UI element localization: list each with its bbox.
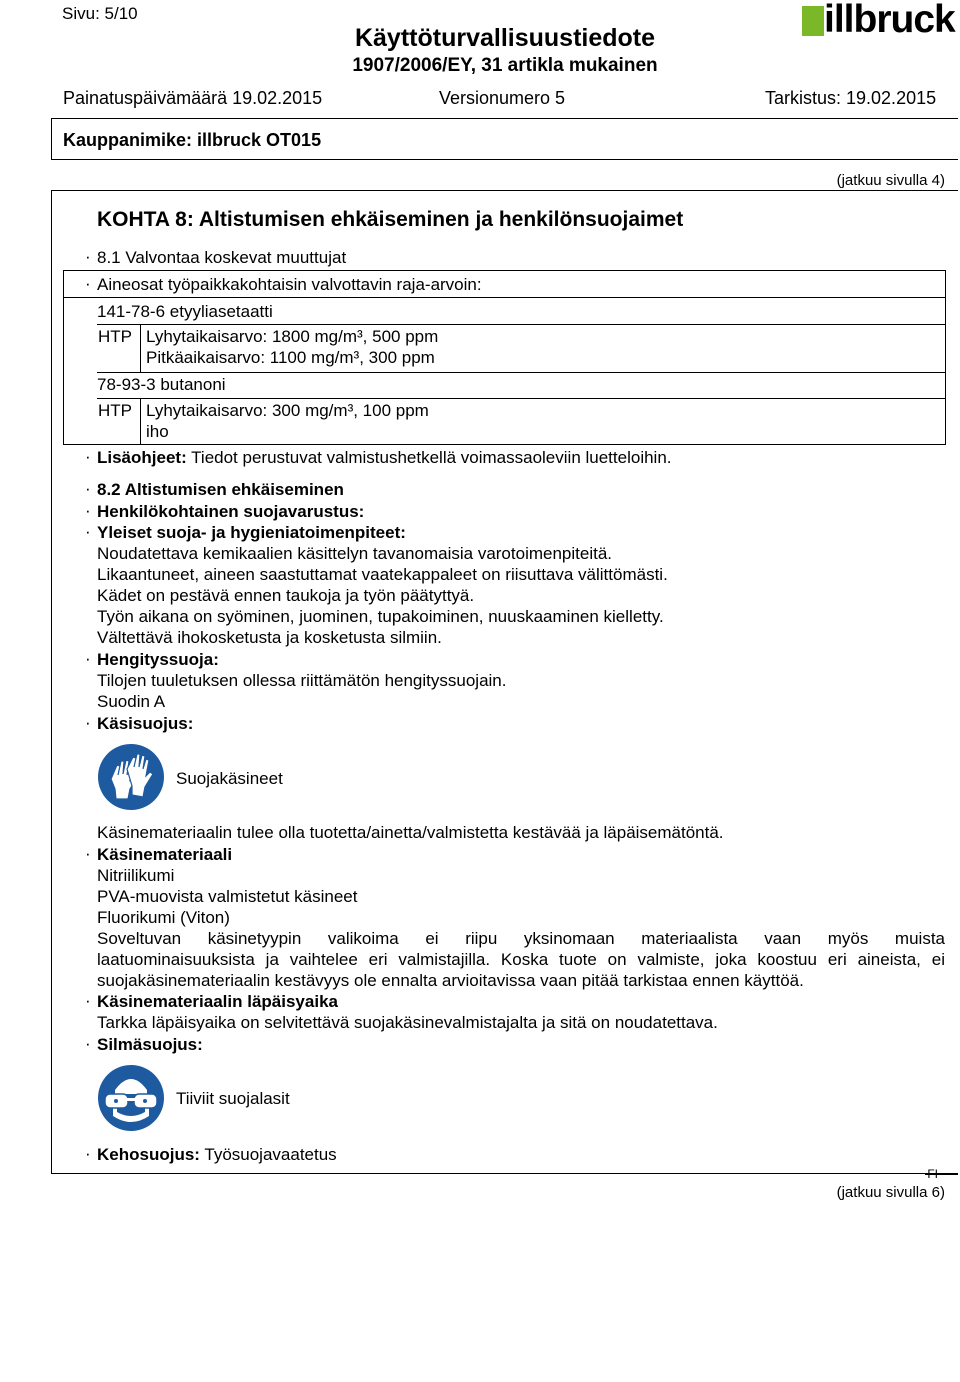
breakthrough-heading: Käsinemateriaalin läpäisyaika <box>97 992 338 1011</box>
continued-to: (jatkuu sivulla 6) <box>836 1184 945 1201</box>
goggles-icon <box>97 1064 165 1132</box>
bullet: · <box>85 649 91 668</box>
bullet: · <box>85 479 91 498</box>
table-border <box>97 398 946 399</box>
bullet: · <box>85 447 91 466</box>
print-date: Painatuspäivämäärä 19.02.2015 <box>63 88 323 108</box>
language-code: FI <box>927 1167 938 1181</box>
additional-text: Tiedot perustuvat valmistushetkellä voimassaoleviin luetteloihin. <box>186 448 672 467</box>
material-paragraph: suojakäsinemateriaalin kestävyys ole ennalta arvioitavissa vaan pitää tarkistaa ennen käyttöä. <box>97 971 804 990</box>
table-border <box>63 444 946 445</box>
glove-material-heading: Käsinemateriaali <box>97 845 233 864</box>
table-border <box>63 270 946 271</box>
gloves-label: Suojakäsineet <box>176 769 283 788</box>
bullet: · <box>85 1034 91 1053</box>
body-protection-label: Kehosuojus: <box>97 1145 200 1164</box>
respiratory-text: Tilojen tuuletuksen ollessa riittämätön hengityssuojain. <box>97 671 507 690</box>
respiratory-heading: Hengityssuoja: <box>97 650 219 669</box>
general-measure: Kädet on pestävä ennen taukoja ja työn päätyttyä. <box>97 586 475 605</box>
breakthrough-text: Tarkka läpäisyaika on selvitettävä suojakäsinevalmistajalta ja sitä on noudatettava. <box>97 1013 718 1032</box>
bullet: · <box>85 247 91 266</box>
bullet: · <box>85 844 91 863</box>
limit-value: Lyhytaikaisarvo: 1800 mg/m³, 500 ppm <box>146 327 439 346</box>
body-protection-text: Työsuojavaatetus <box>199 1145 337 1164</box>
section-title: KOHTA 8: Altistumisen ehkäiseminen ja henkilönsuojaimet <box>97 208 684 231</box>
additional-label: Lisäohjeet: <box>97 448 187 467</box>
bullet: · <box>85 713 91 732</box>
continued-from: (jatkuu sivulla 4) <box>836 172 945 189</box>
limits-heading: Aineosat työpaikkakohtaisin valvottavin raja-arvoin: <box>97 275 482 294</box>
bullet: · <box>85 1144 91 1163</box>
limit-code: HTP <box>98 401 132 420</box>
bullet: · <box>85 991 91 1010</box>
document-subtitle: 1907/2006/EY, 31 artikla mukainen <box>352 55 658 76</box>
table-border <box>97 324 946 325</box>
substance-name: 78-93-3 butanoni <box>97 375 226 394</box>
general-measures-heading: Yleiset suoja- ja hygieniatoimenpiteet: <box>97 523 406 542</box>
limit-value: Pitkäaikaisarvo: 1100 mg/m³, 300 ppm <box>146 348 435 367</box>
table-border <box>140 398 141 444</box>
limit-value: iho <box>146 422 169 441</box>
eye-protection-heading: Silmäsuojus: <box>97 1035 203 1054</box>
document-title: Käyttöturvallisuustiedote <box>354 24 656 52</box>
material-paragraph: laatuominaisuuksista ja vaihtelee eri valmistajilla. Koska tuote on valmiste, joka koostuu eri aineista, ei <box>97 950 945 969</box>
hand-protection-heading: Käsisuojus: <box>97 714 194 733</box>
limit-value: Lyhytaikaisarvo: 300 mg/m³, 100 ppm <box>146 401 429 420</box>
revision-date: Tarkistus: 19.02.2015 <box>765 88 937 108</box>
bullet: · <box>85 501 91 520</box>
table-border <box>97 372 946 373</box>
bullet: · <box>85 274 91 293</box>
substance-name: 141-78-6 etyyliasetaatti <box>97 302 273 321</box>
trade-name: Kauppanimike: illbruck OT015 <box>63 130 322 150</box>
limit-code: HTP <box>98 327 132 346</box>
glove-material: PVA-muovista valmistetut käsineet <box>97 887 358 906</box>
respiratory-text: Suodin A <box>97 692 166 711</box>
general-measure: Työn aikana on syöminen, juominen, tupakoiminen, nuuskaaminen kielletty. <box>97 607 664 626</box>
additional-info <box>97 447 672 468</box>
glove-material: Nitriilikumi <box>97 866 175 885</box>
hand-protection-text: Käsinemateriaalin tulee olla tuotetta/ainetta/valmistetta kestävää ja läpäisemätöntä. <box>97 823 724 842</box>
body-protection <box>97 1144 337 1165</box>
general-measure: Likaantuneet, aineen saastuttamat vaatekappaleet on riisuttava välittömästi. <box>97 565 668 584</box>
subsection-8-2: 8.2 Altistumisen ehkäiseminen <box>97 480 344 499</box>
table-border <box>63 297 946 298</box>
logo-square-icon <box>802 6 824 36</box>
subsection-8-1: 8.1 Valvontaa koskevat muuttujat <box>97 248 347 267</box>
logo-text: illbruck <box>824 0 955 41</box>
company-logo <box>800 2 960 40</box>
ppe-heading: Henkilökohtainen suojavarustus: <box>97 502 365 521</box>
material-paragraph: Soveltuvan käsinetyypin valikoima ei riipu yksinomaan materiaalista vaan myös muista <box>97 929 945 948</box>
table-border <box>140 324 141 372</box>
version-number: Versionumero 5 <box>439 88 566 108</box>
goggles-label: Tiiviit suojalasit <box>176 1089 290 1108</box>
bullet: · <box>85 522 91 541</box>
page-number: Sivu: 5/10 <box>62 4 138 23</box>
gloves-icon <box>97 743 165 811</box>
general-measure: Noudatettava kemikaalien käsittelyn tavanomaisia varotoimenpiteitä. <box>97 544 612 563</box>
general-measure: Vältettävä ihokosketusta ja kosketusta silmiin. <box>97 628 442 647</box>
glove-material: Fluorikumi (Viton) <box>97 908 230 927</box>
